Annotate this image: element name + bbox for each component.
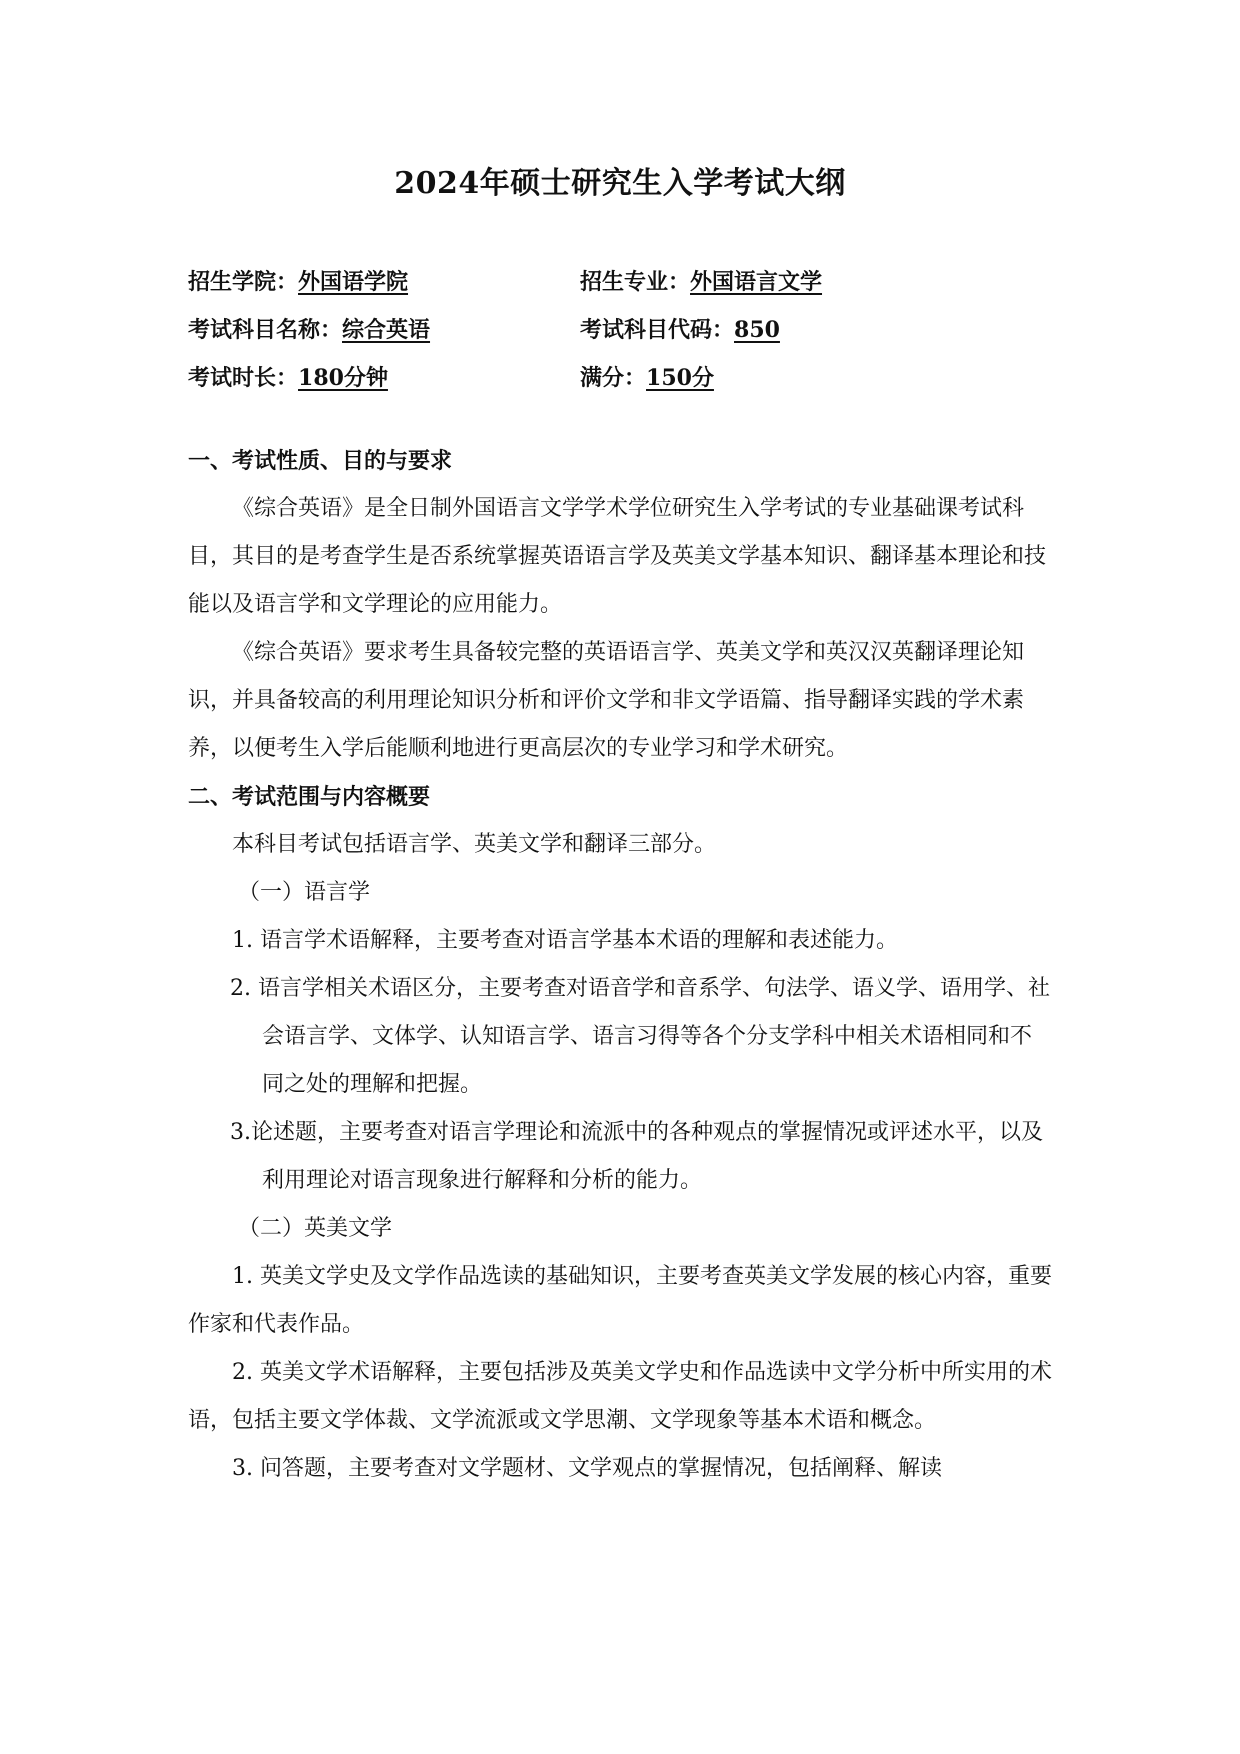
code-value: 850 xyxy=(734,316,780,343)
section-heading: 二、考试范围与内容概要 xyxy=(188,784,431,810)
page-title: 2024年硕士研究生入学考试大纲 xyxy=(394,166,846,201)
list-item: 1. 语言学术语解释，主要考查对语言学基本术语的理解和表述能力。 xyxy=(232,928,898,953)
info-row xyxy=(188,352,1068,400)
college-value: 外国语学院 xyxy=(298,268,409,295)
list-item: 3. 问答题，主要考查对文学题材、文学观点的掌握情况，包括阐释、解读 xyxy=(232,1456,942,1481)
major-label: 招生专业： xyxy=(580,268,691,295)
subsection-title: （一）语言学 xyxy=(238,880,371,905)
document-body xyxy=(188,437,1052,1493)
exam-info-block xyxy=(188,256,1068,400)
major-value: 外国语言文学 xyxy=(690,268,823,295)
paragraph: 本科目考试包括语言学、英美文学和翻译三部分。 xyxy=(232,832,717,857)
list-item: 3.论述题，主要考查对语言学理论和流派中的各种观点的掌握情况或评述水平，以及利用理论对语言现象进行解释和分析的能力。 xyxy=(230,1120,1043,1193)
subject-label: 考试科目名称： xyxy=(188,316,343,343)
subject-field xyxy=(188,313,580,344)
subject-value: 综合英语 xyxy=(342,316,431,343)
college-label: 招生学院： xyxy=(188,268,299,295)
paragraph: 《综合英语》是全日制外国语言文学学术学位研究生入学考试的专业基础课考试科目，其目的是考查学生是否系统掌握英语语言学及英美文学基本知识、翻译基本理论和技能以及语言学和文学理论的应用能力。 xyxy=(188,496,1047,617)
duration-label: 考试时长： xyxy=(188,364,299,391)
duration-field xyxy=(188,361,580,392)
list-item: 2. 英美文学术语解释，主要包括涉及英美文学史和作品选读中文学分析中所实用的术语，包括主要文学体裁、文学流派或文学思潮、文学现象等基本术语和概念。 xyxy=(188,1360,1052,1433)
college-field xyxy=(188,265,580,296)
info-row xyxy=(188,256,1068,304)
major-field xyxy=(580,265,972,296)
info-row xyxy=(188,304,1068,352)
score-field xyxy=(580,361,972,392)
score-label: 满分： xyxy=(580,364,647,391)
list-item: 2. 语言学相关术语区分，主要考查对语音学和音系学、句法学、语义学、语用学、社会语言学、文体学、认知语言学、语言习得等各个分支学科中相关术语相同和不同之处的理解和把握。 xyxy=(230,976,1050,1097)
code-field xyxy=(580,313,972,344)
code-label: 考试科目代码： xyxy=(580,316,735,343)
subsection-title: （二）英美文学 xyxy=(238,1216,393,1241)
score-value: 150分 xyxy=(646,364,714,391)
duration-value: 180分钟 xyxy=(298,364,388,391)
section-heading: 一、考试性质、目的与要求 xyxy=(188,448,453,474)
paragraph: 《综合英语》要求考生具备较完整的英语语言学、英美文学和英汉汉英翻译理论知识，并具备较高的利用理论知识分析和评价文学和非文学语篇、指导翻译实践的学术素养，以便考生入学后能顺利地进行更高层次的专业学习和学术研究。 xyxy=(188,640,1025,761)
list-item: 1. 英美文学史及文学作品选读的基础知识，主要考查英美文学发展的核心内容，重要作家和代表作品。 xyxy=(188,1264,1052,1337)
